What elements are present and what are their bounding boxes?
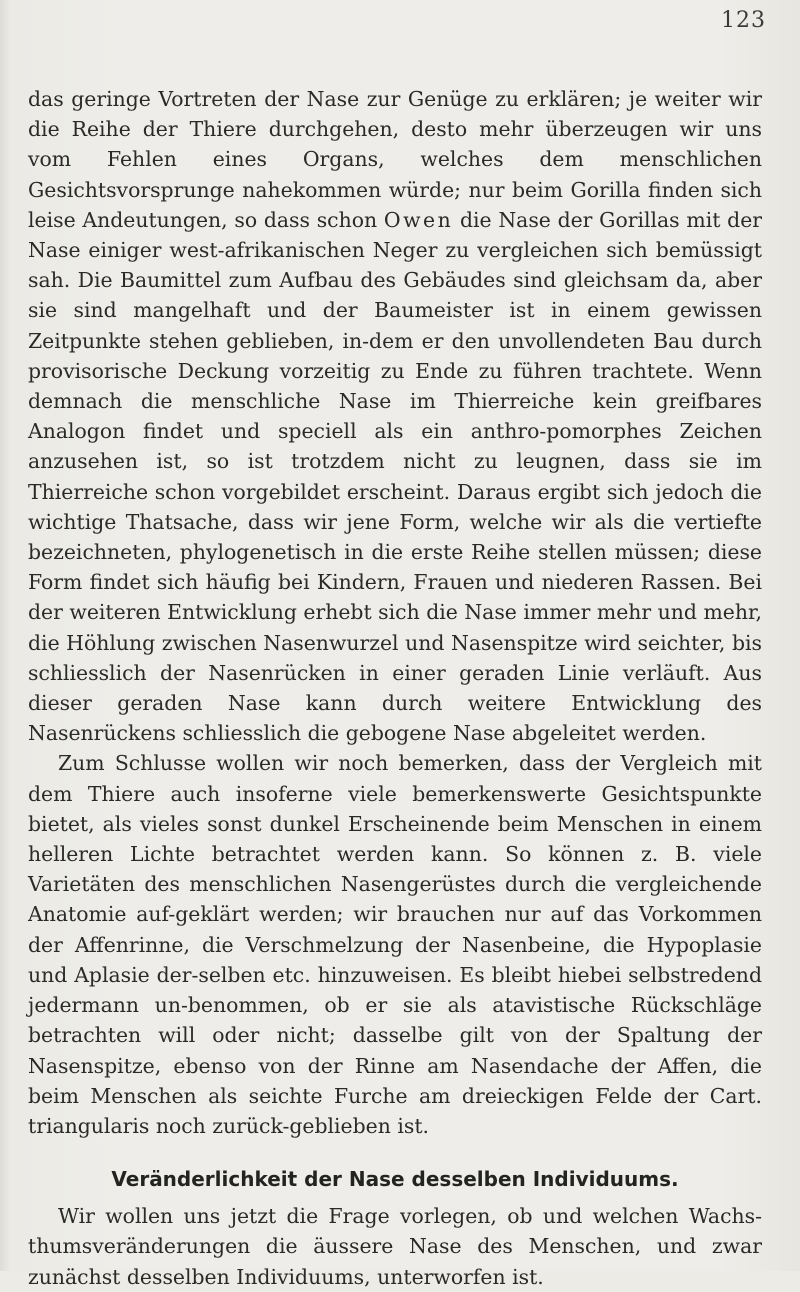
paragraph-1-text-a: das geringe Vortreten der Nase zur Genüge zu erklären; je weiter wir die Reihe der Thiere durchgehen, desto mehr überzeugen wir uns vom Fehlen eines Organs, welches dem menschlichen Gesichtsvorsprunge nahekommen würde; nur beim Gorilla finden sich leise Andeutungen, so dass schon — [28, 87, 762, 232]
person-name-owen: Owen — [383, 207, 454, 232]
body-paragraph-2: Zum Schlusse wollen wir noch bemerken, dass der Vergleich mit dem Thiere auch insoferne viele bemerkenswerte Gesichtspunkte bietet, als vieles sonst dunkel Erscheinende beim Menschen in einem helleren Lichte betrachtet werden kann. So können z. B. viele Varietäten des menschlichen Nasengerüstes durch die vergleichende Anatomie auf-geklärt werden; wir brauchen nur auf das Vorkommen der Affenrinne, die Verschmelzung der Nasenbeine, die Hypoplasie und Aplasie der-selben etc. hinzuweisen. Es bleibt hiebei selbstredend jedermann un-benommen, ob er sie als atavistische Rückschläge betrachten will oder nicht; dasselbe gilt von der Spaltung der Nasenspitze, ebenso von der Rinne am Nasendache der Affen, die beim Menschen als seichte Furche am dreieckigen Felde der Cart. triangularis noch zurück-geblieben ist. — [28, 751, 762, 1138]
page-number: 123 — [721, 8, 766, 33]
section-heading: Veränderlichkeit der Nase desselben Individuums. — [111, 1167, 679, 1192]
section-paragraph-1: Wir wollen uns jetzt die Frage vorlegen, ob und welchen Wachs-thumsveränderungen die äussere Nase des Menschen, und zwar zunächst desselben Individuums, unterworfen ist. — [28, 1204, 762, 1289]
paragraph-1-text-b: die Nase der Gorillas mit der Nase einiger west-afrikanischen Neger zu vergleichen sich bemüssigt sah. Die Baumittel zum Aufbau des Gebäudes sind gleichsam da, aber sie sind mangelhaft und der Baumeister ist in einem gewissen Zeitpunkte stehen geblieben, in-dem er den unvollendeten Bau durch provisorische Deckung vorzeitig zu Ende zu führen trachtete. Wenn demnach die menschliche Nase im Thierreiche kein greifbares Analogon findet und speciell als ein anthro-pomorphes Zeichen anzusehen ist, so ist trotzdem nicht zu leugnen, dass sie im Thierreiche schon vorgebildet erscheint. Daraus ergibt sich jedoch die wichtige Thatsache, dass wir jene Form, welche wir als die vertiefte bezeichneten, phylogenetisch in die erste Reihe stellen müssen; diese Form findet sich häufig bei Kindern, Frauen und niederen Rassen. Bei der weiteren Entwicklung erhebt sich die Nase immer mehr und mehr, die Höhlung zwischen Nasenwurzel und Nasenspitze wird seichter, bis schliesslich der Nasenrücken in einer geraden Linie verläuft. Aus dieser geraden Nase kann durch weitere Entwicklung des Nasenrückens schliesslich die gebogene Nase abgeleitet werden. — [28, 207, 763, 746]
body-paragraph-1 — [28, 84, 762, 748]
